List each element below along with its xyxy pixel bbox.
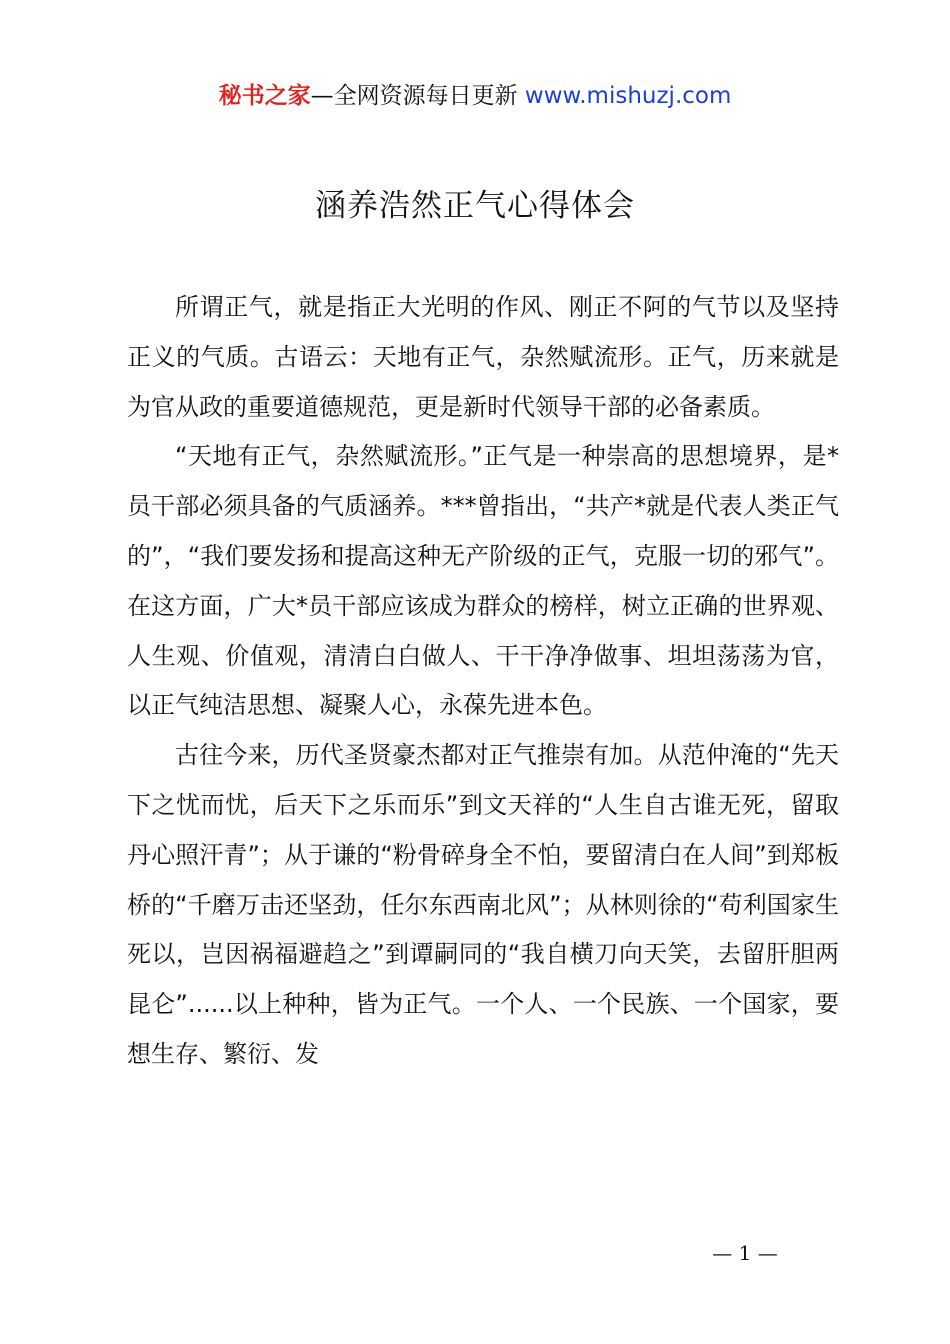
site-header <box>0 80 950 112</box>
brand-name: 秘书之家 <box>218 83 311 109</box>
document-body <box>127 283 839 1080</box>
header-tagline: —全网资源每日更新 <box>310 83 518 109</box>
page-number: — 1 — <box>712 1241 778 1265</box>
paragraph: “天地有正气，杂然赋流形。”正气是一种崇高的思想境界，是*员干部必须具备的气质涵养。***曾指出，“共产*就是代表人类正气的”，“我们要发扬和提高这种无产阶级的正气，克服一切的邪气”。在这方面，广大*员干部应该成为群众的榜样，树立正确的世界观、人生观、价值观，清清白白做人、干干净净做事、坦坦荡荡为官，以正气纯洁思想、凝聚人心，永葆先进本色。 <box>127 442 839 720</box>
site-url-link[interactable]: www.mishuzj.com <box>524 83 732 109</box>
paragraph: 古往今来，历代圣贤豪杰都对正气推崇有加。从范仲淹的“先天下之忧而忧，后天下之乐而乐”到文天祥的“人生自古谁无死，留取丹心照汗青”；从于谦的“粉骨碎身全不怕，要留清白在人间”到郑板桥的“千磨万击还坚劲，任尔东西南北风”；从林则徐的“苟利国家生死以，岂因祸福避趋之”到谭嗣同的“我自横刀向天笑，去留肝胆两昆仑”......以上种种，皆为正气。一个人、一个民族、一个国家，要想生存、繁衍、发 <box>127 741 839 1068</box>
document-title: 涵养浩然正气心得体会 <box>315 188 635 224</box>
paragraph: 所谓正气，就是指正大光明的作风、刚正不阿的气节以及坚持正义的气质。古语云：天地有正气，杂然赋流形。正气，历来就是为官从政的重要道德规范，更是新时代领导干部的必备素质。 <box>127 293 839 421</box>
